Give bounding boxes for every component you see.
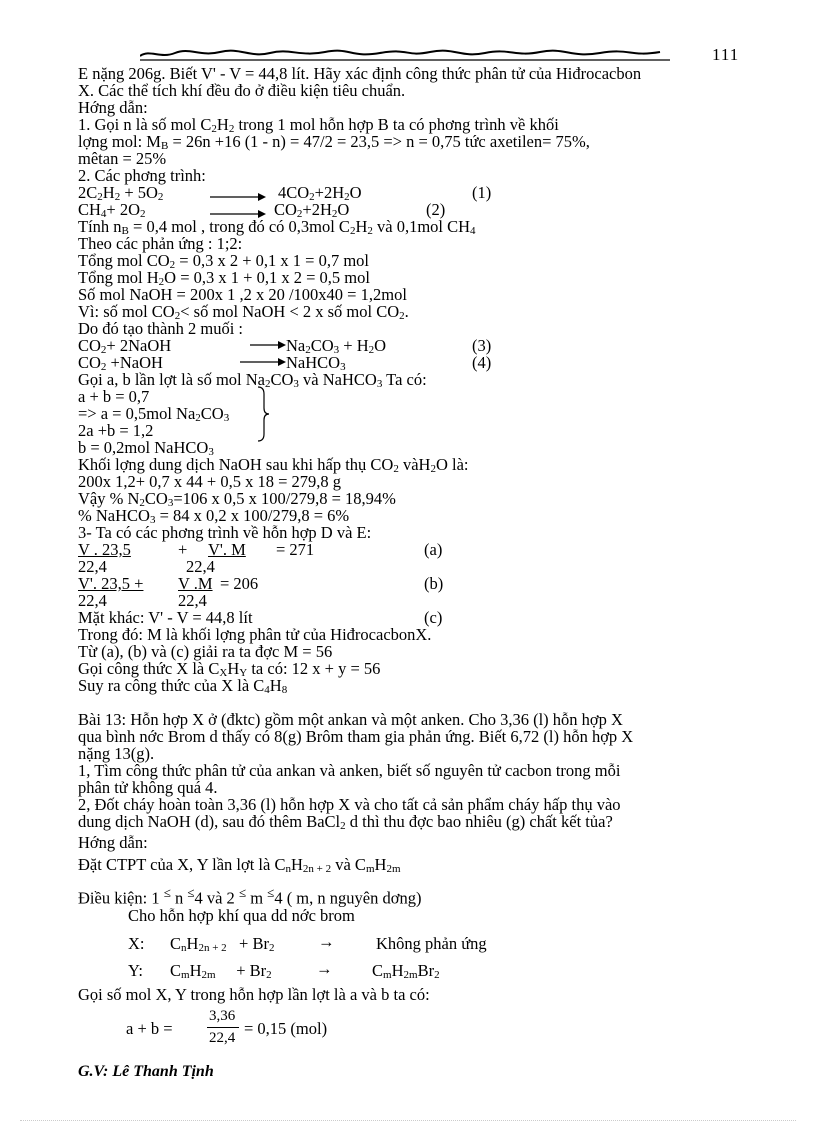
text-line: Đặt CTPT của X, Y lần lợt là $C_nH_{2n + 2}$ và $C_mH_{2m}$	[78, 855, 401, 875]
text-line: 200x 1,2+ 0,7 x 44 + 0,5 x 18 = 279,8 g	[78, 472, 342, 491]
reaction-label: X:	[128, 934, 145, 953]
problem-statement: qua bình nớc Brom d thấy có 8(g) Brôm tham gia phản ứng. Biết 6,72 (l) hỗn hợp X	[78, 727, 634, 746]
reaction-arrow	[240, 357, 286, 367]
fraction-numerator: V .M	[178, 574, 213, 593]
text-line: Tổng mol $H_2O = 0,3$ x 1 + 0,1 x 2 = 0,5 mol	[78, 268, 370, 288]
text-line: Vậy % $N_2CO_3=106$ x 0,5 x 100/279,8 = 18,94%	[78, 489, 396, 509]
equation-right: NaHCO$_3$	[286, 353, 346, 373]
equation-number: (4)	[472, 353, 492, 372]
reaction-left: $C_mH_{2m}$ + $Br_2$	[170, 961, 272, 981]
problem-statement: 1, Tìm công thức phân tử của ankan và anken, biết số nguyên tử cacbon trong mỗi	[78, 761, 621, 780]
equation-number: (3)	[472, 336, 492, 355]
text-line: Trong đó: M là khối lợng phân tử của HiđrocacbonX.	[78, 625, 432, 644]
equation-value: = 206	[220, 574, 259, 593]
fraction-denominator: 22,4	[186, 557, 215, 576]
reaction-arrow	[250, 340, 286, 350]
text-line: 2a +b = 1,2	[78, 421, 154, 440]
text-line: Vì: số mol $CO_2<$ số mol NaOH < 2 x số mol $CO_2$.	[78, 302, 409, 322]
reaction-arrow	[210, 192, 266, 202]
text-line: Suy ra công thức của X là $C_4H_8$	[78, 676, 288, 696]
reaction-result: Không phản ứng	[376, 934, 487, 953]
problem-statement: Bài 13: Hỗn hợp X ở (đktc) gồm một ankan và một anken. Cho 3,36 (l) hỗn hợp X	[78, 710, 623, 729]
equation-value: = 271	[276, 540, 315, 559]
text-line: X. Các thể tích khí đều đo ở điều kiện tiêu chuẩn.	[78, 81, 406, 100]
arrow-icon: →	[316, 959, 333, 978]
reaction-left: $C_nH_{2n + 2}$ + $Br_2$	[170, 934, 275, 954]
equation-left: $CO_2$ +NaOH	[78, 353, 163, 373]
page-number: 111	[712, 45, 740, 64]
text-line: 1. Gọi n là số mol $C_2H_2$ trong 1 mol hỗn hợp B ta có phơng trình về khối	[78, 115, 559, 135]
text-line: Số mol NaOH = 200x 1 ,2 x 20 /100x40 = 1,2mol	[78, 285, 407, 304]
text-line: Tổng mol $CO_2 = 0,3$ x 2 + 0,1 x 1 = 0,7 mol	[78, 251, 370, 271]
reaction-label: Y:	[128, 961, 143, 980]
text-line: E nặng 206g. Biết V' - V = 44,8 lít. Hãy xác định công thức phân tử của Hiđrocacbon	[78, 64, 642, 83]
text-line: 2. Các phơng trình:	[78, 166, 206, 185]
text-line: Theo các phản ứng : 1;2:	[78, 234, 243, 253]
equation-right: $4CO_2+2H_2O$	[278, 183, 362, 203]
problem-statement: 2, Đốt cháy hoàn toàn 3,36 (l) hỗn hợp X và cho tất cả sản phẩm cháy hấp thụ vào	[78, 795, 621, 814]
fraction-numerator: V'. 23,5 +	[78, 574, 144, 593]
problem-statement: nặng 13(g).	[78, 744, 155, 763]
equation-number: (2)	[426, 200, 446, 219]
fraction-numerator: V . 23,5	[78, 540, 131, 559]
text-line: a + b = 0,7	[78, 387, 150, 406]
text-line: Mặt khác: V' - V = 44,8 lít	[78, 608, 253, 627]
fraction-denominator: 22,4	[78, 591, 107, 610]
author-footer: G.V: Lê Thanh Tịnh	[78, 1063, 214, 1080]
text-line: Gọi công thức X là $C_XH_Y$ ta có: 12 x + y = 56	[78, 659, 381, 679]
system-brace	[256, 386, 270, 442]
text-line: => a = 0,5mol $Na_2CO_3$	[78, 404, 230, 424]
equation-number: (b)	[424, 574, 444, 593]
equation-left: $CH_4+ 2O_2$	[78, 200, 146, 220]
fraction-denominator: 22,4	[78, 557, 107, 576]
text-line: Gọi a, b lần lợt là số mol $Na_2CO_3$ và NaHCO$_3$ Ta có:	[78, 370, 427, 390]
text-line: Do đó tạo thành 2 muối :	[78, 319, 243, 338]
equation-right: $Na_2CO_3 + H_2O$	[286, 336, 387, 356]
section-heading: Hớng dẫn:	[78, 833, 148, 852]
problem-statement: phân tử không quá 4.	[78, 778, 218, 797]
text-line: Cho hỗn hợp khí qua dd nớc brom	[128, 906, 355, 925]
equation-left: $CO_2+$ 2NaOH	[78, 336, 172, 356]
text-line: 3- Ta có các phơng trình về hỗn hợp D và E:	[78, 523, 372, 542]
fraction-denominator: 22,4	[178, 591, 207, 610]
text-line: Gọi số mol X, Y trong hỗn hợp lần lợt là a và b ta có:	[78, 985, 430, 1004]
problem-statement: dung dịch NaOH (d), sau đó thêm BaCl$_2$ d thì thu đợc bao nhiêu (g) chất kết tủa?	[78, 812, 613, 832]
arrow-icon: →	[318, 932, 335, 951]
reaction-result: $C_mH_{2m}Br_2$	[372, 961, 440, 981]
text-line: % NaHCO$_3$ = 84 x 0,2 x 100/279,8 = 6%	[78, 506, 350, 526]
equation-left: a + b =	[126, 1019, 173, 1038]
text-line: mêtan = 25%	[78, 149, 167, 168]
text-line: b = 0,2mol NaHCO$_3$	[78, 438, 214, 458]
text-line: Khối lợng dung dịch NaOH sau khi hấp thụ $CO_2$ vàH$_2$O là:	[78, 455, 469, 475]
text-line: Tính $n_B = 0,4$ mol , trong đó có 0,3mol $C_2H_2$ và 0,1mol $CH_4$	[78, 217, 476, 237]
section-heading: Hớng dẫn:	[78, 98, 148, 117]
text-line: Điều kiện: 1 ≤ n ≤4 và 2 ≤ m ≤4 ( m, n nguyên dơng)	[78, 885, 422, 908]
text-line: Từ (a), (b) và (c) giải ra ta đợc M = 56	[78, 642, 333, 661]
fraction-numerator: V'. M	[208, 540, 246, 559]
fraction-denominator: 22,4	[209, 1030, 236, 1046]
text-line: lợng mol: $M_B = 26n +16$ (1 - n) = 47/2 = 23,5 => n = 0,75 tức axetilen= 75%,	[78, 132, 590, 152]
fraction-bar	[207, 1027, 239, 1028]
equation-right: $CO_2+2H_2O$	[274, 200, 350, 220]
equation-right: = 0,15 (mol)	[244, 1019, 328, 1038]
equation-number: (c)	[424, 608, 443, 627]
plus-sign: +	[178, 540, 188, 559]
equation-number: (a)	[424, 540, 443, 559]
fraction-numerator: 3,36	[209, 1008, 236, 1024]
equation-left: $2C_2H_2 + 5O_2$	[78, 183, 164, 203]
page-bottom-divider	[20, 1120, 796, 1121]
page-header-title	[140, 47, 680, 61]
equation-number: (1)	[472, 183, 492, 202]
